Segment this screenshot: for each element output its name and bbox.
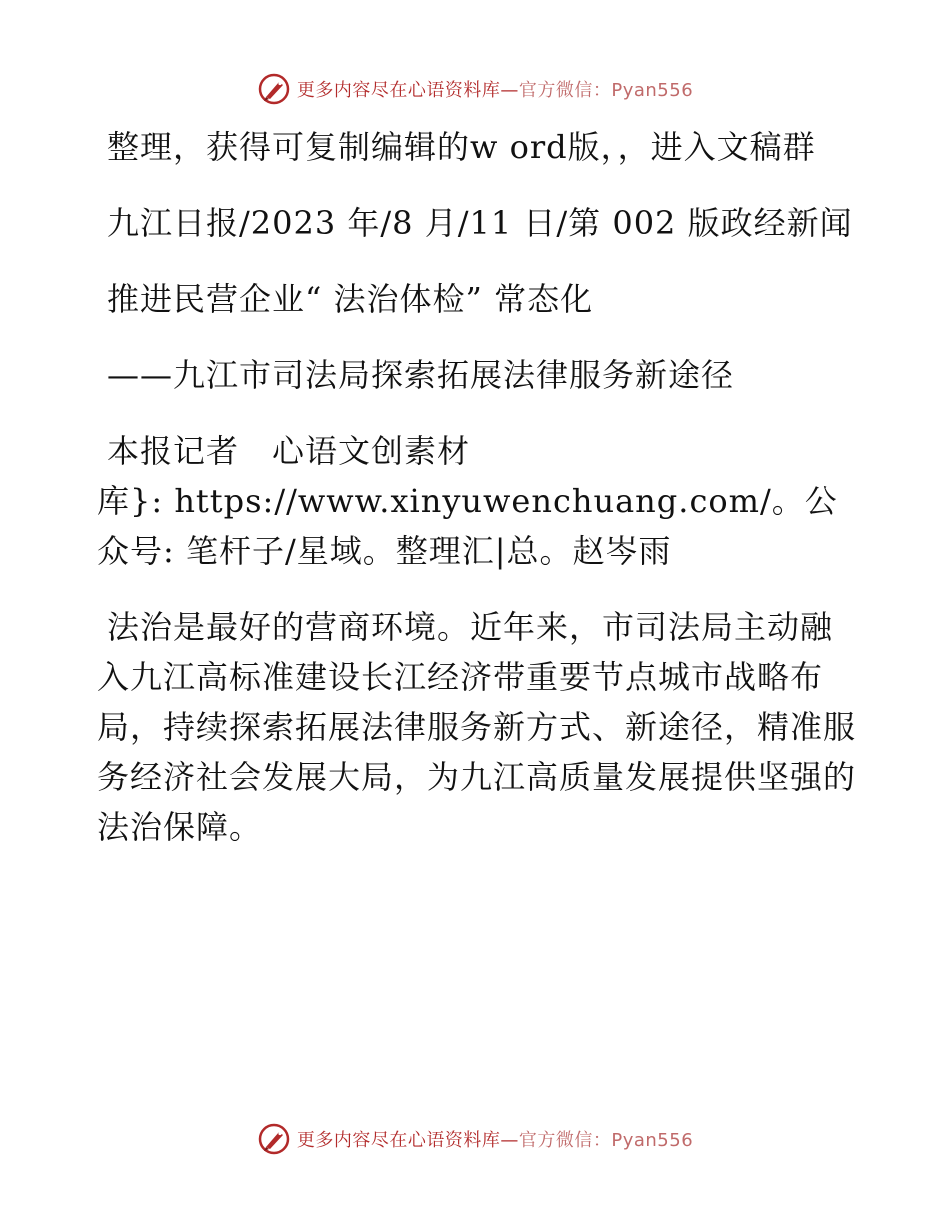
watermark-dash: —: [500, 1130, 519, 1151]
article-subtitle: ——九江市司法局探索拓展法律服务新途径: [107, 356, 735, 394]
pen-logo-icon: [257, 1122, 291, 1156]
watermark-wechat-id: Pyan556: [611, 1130, 694, 1151]
watermark-main: 更多内容尽在心语资料库: [296, 80, 501, 101]
watermark-wechat-label: 官方微信：: [518, 1130, 612, 1151]
header-watermark: [0, 72, 950, 106]
watermark-main: 更多内容尽在心语资料库: [296, 1130, 501, 1151]
intro-paragraph: 整理，获得可复制编辑的w ord版，，进入文稿群: [107, 128, 816, 166]
source-line: 九江日报/2023 年/8 月/11 日/第 002 版政经新闻: [107, 204, 853, 242]
watermark-wechat-label: 官方微信：: [518, 80, 612, 101]
watermark-wechat-id: Pyan556: [611, 80, 694, 101]
source-note: 库}: https://www.xinyuwenchuang.com/。公众号: 笔杆子/星域。整理汇|总。赵岑雨: [97, 482, 838, 570]
reporter-line: 本报记者 心语文创素材: [107, 432, 471, 470]
footer-watermark: [0, 1122, 950, 1156]
document-body: [97, 122, 857, 878]
pen-logo-icon: [257, 72, 291, 106]
watermark-text: [297, 76, 693, 102]
body-paragraph: 法治是最好的营商环境。近年来，市司法局主动融入九江高标准建设长江经济带重要节点城市战略布局，持续探索拓展法律服务新方式、新途径，精准服务经济社会发展大局，为九江高质量发展提供坚强的法治保障。: [97, 608, 857, 846]
article-title: 推进民营企业“ 法治体检” 常态化: [107, 280, 594, 318]
watermark-text: [297, 1126, 693, 1152]
watermark-dash: —: [500, 80, 519, 101]
